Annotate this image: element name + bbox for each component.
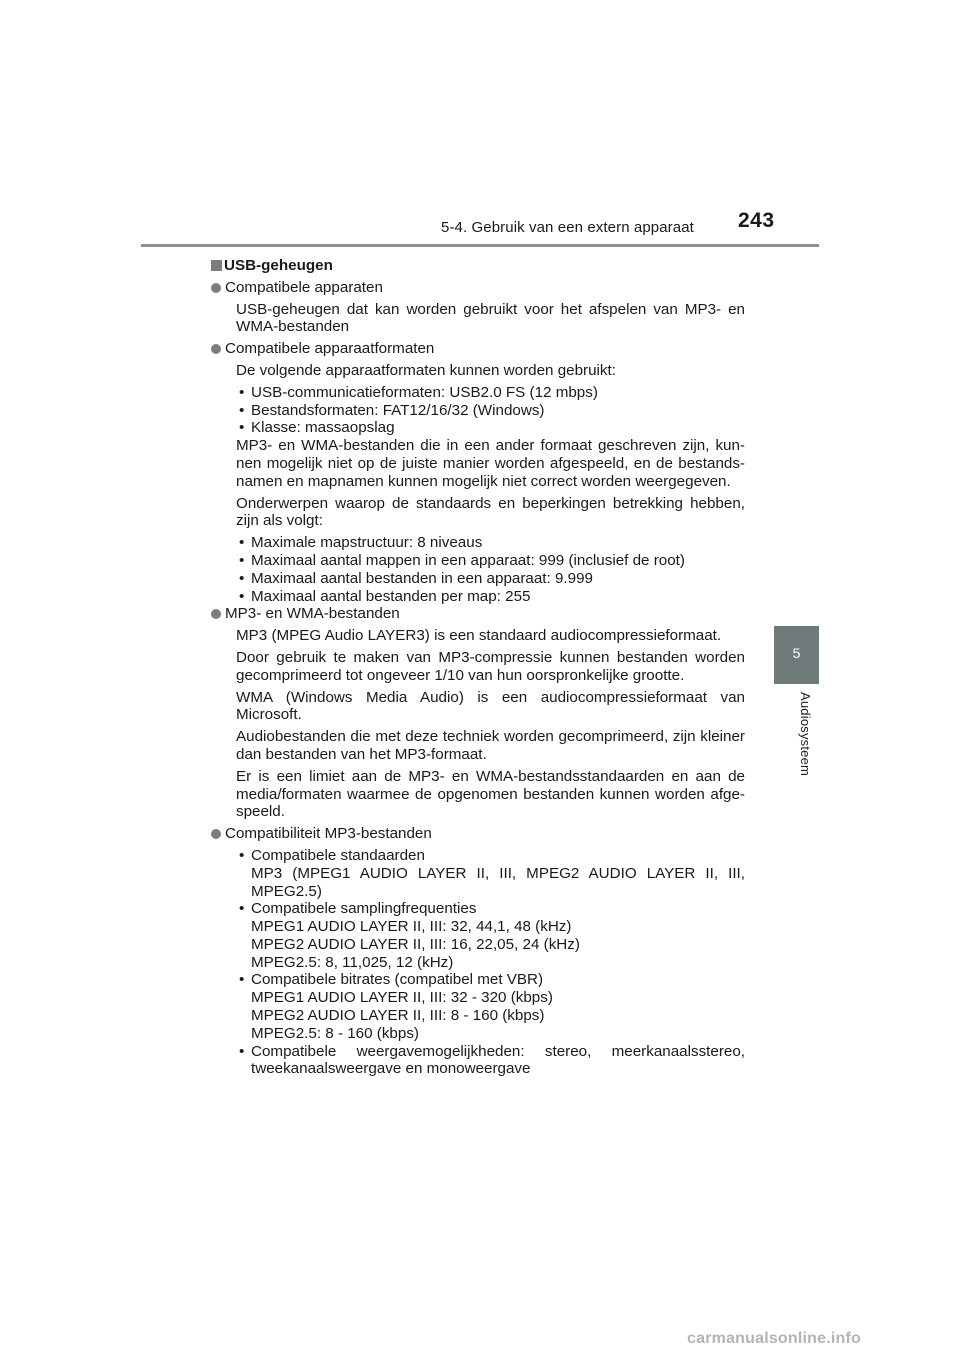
list-item: • Maximaal aantal bestanden in een apparaat: 9.999 [239, 569, 593, 587]
format-list [236, 384, 745, 437]
circle-bullet-icon [211, 609, 221, 619]
header-title: 5-4. Gebruik van een extern apparaat [441, 219, 694, 236]
side-tab-number: 5 [792, 645, 801, 661]
bullet-heading-mp3-compat [211, 825, 745, 843]
bullet-heading-compatible-devices [211, 279, 745, 297]
list-item: • Compatibele weergavemogelijkheden: stereo, meerkanaalsstereo, tweekanaalsweergave en monoweergave [239, 1042, 745, 1078]
circle-bullet-icon [211, 344, 221, 354]
bullet-title: MP3- en WMA-bestanden [225, 605, 400, 623]
circle-bullet-icon [211, 829, 221, 839]
page-number: 243 [738, 209, 775, 232]
square-bullet-icon [211, 260, 222, 271]
paragraph: Er is een limiet aan de MP3- en WMA-bestandsstandaarden en aan de media/formaten waarmee de opgenomen bestanden kunnen worden afge-speeld. [236, 767, 745, 821]
compat-list [236, 847, 745, 1078]
section-title: USB-geheugen [224, 257, 333, 274]
bullet-title: Compatibiliteit MP3-bestanden [225, 825, 432, 843]
paragraph: Audiobestanden die met deze techniek worden gecomprimeerd, zijn kleiner dan bestanden van het MP3-formaat. [236, 728, 745, 763]
paragraph: Onderwerpen waarop de standaards en beperkingen betrekking hebben, zijn als volgt: [236, 494, 745, 530]
bullet-title: Compatibele apparaatformaten [225, 340, 435, 358]
paragraph: WMA (Windows Media Audio) is een audiocompressieformaat van Microsoft. [236, 688, 745, 724]
list-item: • USB-communicatieformaten: USB2.0 FS (12 mbps) [239, 383, 598, 401]
limits-list [236, 534, 745, 605]
list-item: • Compatibele standaarden MP3 (MPEG1 AUDIO LAYER II, III, MPEG2 AUDIO LAYER II, III, MPEG2.5) [239, 846, 745, 900]
bullet-heading-mp3-wma [211, 605, 745, 623]
paragraph: MP3 (MPEG Audio LAYER3) is een standaard audiocompressieformaat. [236, 627, 722, 645]
circle-bullet-icon [211, 283, 221, 293]
side-tab-label: Audiosysteem [797, 692, 813, 777]
list-item: • Maximaal aantal mappen in een apparaat: 999 (inclusief de root) [239, 551, 685, 569]
paragraph: De volgende apparaatformaten kunnen worden gebruikt: [236, 361, 616, 379]
list-item: • Maximale mapstructuur: 8 niveaus [239, 534, 483, 552]
page-content [211, 257, 745, 1078]
paragraph: Door gebruik te maken van MP3-compressie kunnen bestanden worden gecomprimeerd tot ongeveer 1/10 van hun oorspronkelijke grootte. [236, 648, 745, 684]
list-item: • Maximaal aantal bestanden per map: 255 [239, 587, 531, 605]
list-item: • Bestandsformaten: FAT12/16/32 (Windows) [239, 401, 545, 419]
paragraph: USB-geheugen dat kan worden gebruikt voor het afspelen van MP3- en WMA-bestanden [236, 300, 745, 336]
bullet-heading-device-formats [211, 340, 745, 358]
paragraph: MP3- en WMA-bestanden die in een ander formaat geschreven zijn, kun-nen mogelijk niet op de juiste manier worden afgespeeld, en de bestands-namen en mapnamen kunnen mogelijk niet correct worden weergegeven. [236, 437, 745, 490]
list-item: • Compatibele bitrates (compatibel met VBR) MPEG1 AUDIO LAYER II, III: 32 - 320 (kbps) MPEG2 AUDIO LAYER II, III: 8 - 160 (kbps) MPEG2.5: 8 - 160 (kbps) [239, 971, 553, 1042]
list-item: • Compatibele samplingfrequenties MPEG1 AUDIO LAYER II, III: 32, 44,1, 48 (kHz) MPEG2 AUDIO LAYER II, III: 16, 22,05, 24 (kHz) MPEG2.5: 8, 11,025, 12 (kHz) [239, 900, 580, 971]
bullet-title: Compatibele apparaten [225, 278, 383, 296]
watermark: carmanualsonline.info [687, 1330, 862, 1347]
section-heading [211, 257, 745, 275]
list-item: • Klasse: massaopslag [239, 419, 395, 437]
header-rule [141, 244, 819, 247]
